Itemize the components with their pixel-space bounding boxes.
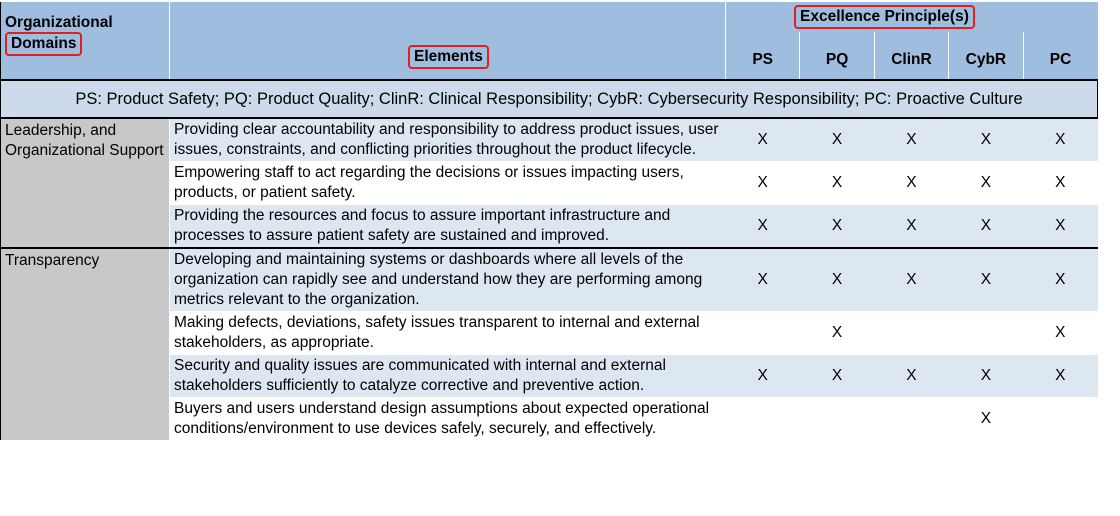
- mark-cybr: X: [949, 398, 1023, 441]
- element-cell: Security and quality issues are communicated with internal and external stakeholders sufficiently to catalyze corrective and preventive action.: [170, 355, 726, 398]
- mark-pq: X: [800, 205, 874, 249]
- domains-header-cell: [1, 32, 170, 80]
- abbreviation-legend: PS: Product Safety; PQ: Product Quality; ClinR: Clinical Responsibility; CybR: Cybersecurity Responsibility; PC: Proactive Culture: [1, 80, 1098, 118]
- domains-header: Domains: [5, 32, 82, 56]
- mark-pc: X: [1023, 248, 1097, 312]
- elements-header-cell: [170, 32, 726, 80]
- header-spacer: [170, 2, 726, 32]
- mark-pc: [1023, 398, 1097, 441]
- mark-ps: X: [726, 118, 800, 162]
- mark-clinr: X: [874, 162, 948, 205]
- table-row: [1, 118, 1098, 162]
- mark-pq: X: [800, 248, 874, 312]
- element-cell: Developing and maintaining systems or dashboards where all levels of the organization can rapidly see and understand how they are performing among metrics relevant to the organization.: [170, 248, 726, 312]
- mark-cybr: X: [949, 205, 1023, 249]
- mark-clinr: X: [874, 205, 948, 249]
- principle-header-ps: PS: [726, 32, 800, 80]
- mark-cybr: X: [949, 162, 1023, 205]
- mark-pq: X: [800, 118, 874, 162]
- mark-clinr: [874, 312, 948, 355]
- element-cell: Providing clear accountability and responsibility to address product issues, user issues, constraints, and conflicting priorities throughout the product lifecycle.: [170, 118, 726, 162]
- table-header: [1, 2, 1098, 80]
- principle-header-clinr: ClinR: [874, 32, 948, 80]
- element-cell: Providing the resources and focus to assure important infrastructure and processes to assure patient safety are sustained and improved.: [170, 205, 726, 249]
- mark-ps: X: [726, 248, 800, 312]
- mark-cybr: X: [949, 248, 1023, 312]
- mark-cybr: [949, 312, 1023, 355]
- table-body: [1, 80, 1098, 440]
- mark-cybr: X: [949, 355, 1023, 398]
- mark-pq: X: [800, 162, 874, 205]
- elements-header: Elements: [408, 45, 489, 69]
- mark-pc: X: [1023, 162, 1097, 205]
- mark-pc: X: [1023, 355, 1097, 398]
- mark-ps: X: [726, 162, 800, 205]
- domains-header-line1: Organizational: [1, 2, 170, 32]
- mark-ps: [726, 312, 800, 355]
- domain-cell: Leadership, and Organizational Support: [1, 118, 170, 248]
- principle-header-pq: PQ: [800, 32, 874, 80]
- element-cell: Making defects, deviations, safety issues transparent to internal and external stakeholders, as appropriate.: [170, 312, 726, 355]
- element-cell: Buyers and users understand design assumptions about expected operational conditions/environment to use devices safely, securely, and effectively.: [170, 398, 726, 441]
- excellence-principles-header: Excellence Principle(s): [794, 5, 975, 29]
- mark-pc: X: [1023, 205, 1097, 249]
- mark-clinr: X: [874, 355, 948, 398]
- mark-ps: X: [726, 205, 800, 249]
- mark-pc: X: [1023, 312, 1097, 355]
- table-row: [1, 248, 1098, 312]
- mark-pq: [800, 398, 874, 441]
- mark-clinr: X: [874, 118, 948, 162]
- mark-clinr: X: [874, 248, 948, 312]
- mark-ps: [726, 398, 800, 441]
- mark-pc: X: [1023, 118, 1097, 162]
- domain-cell: Transparency: [1, 248, 170, 440]
- mark-cybr: X: [949, 118, 1023, 162]
- mark-pq: X: [800, 312, 874, 355]
- mark-ps: X: [726, 355, 800, 398]
- principle-header-cybr: CybR: [949, 32, 1023, 80]
- element-cell: Empowering staff to act regarding the decisions or issues impacting users, products, or patient safety.: [170, 162, 726, 205]
- principle-header-pc: PC: [1023, 32, 1097, 80]
- mark-clinr: [874, 398, 948, 441]
- excellence-header-cell: [726, 2, 1098, 32]
- mark-pq: X: [800, 355, 874, 398]
- excellence-principles-table: [0, 2, 1098, 440]
